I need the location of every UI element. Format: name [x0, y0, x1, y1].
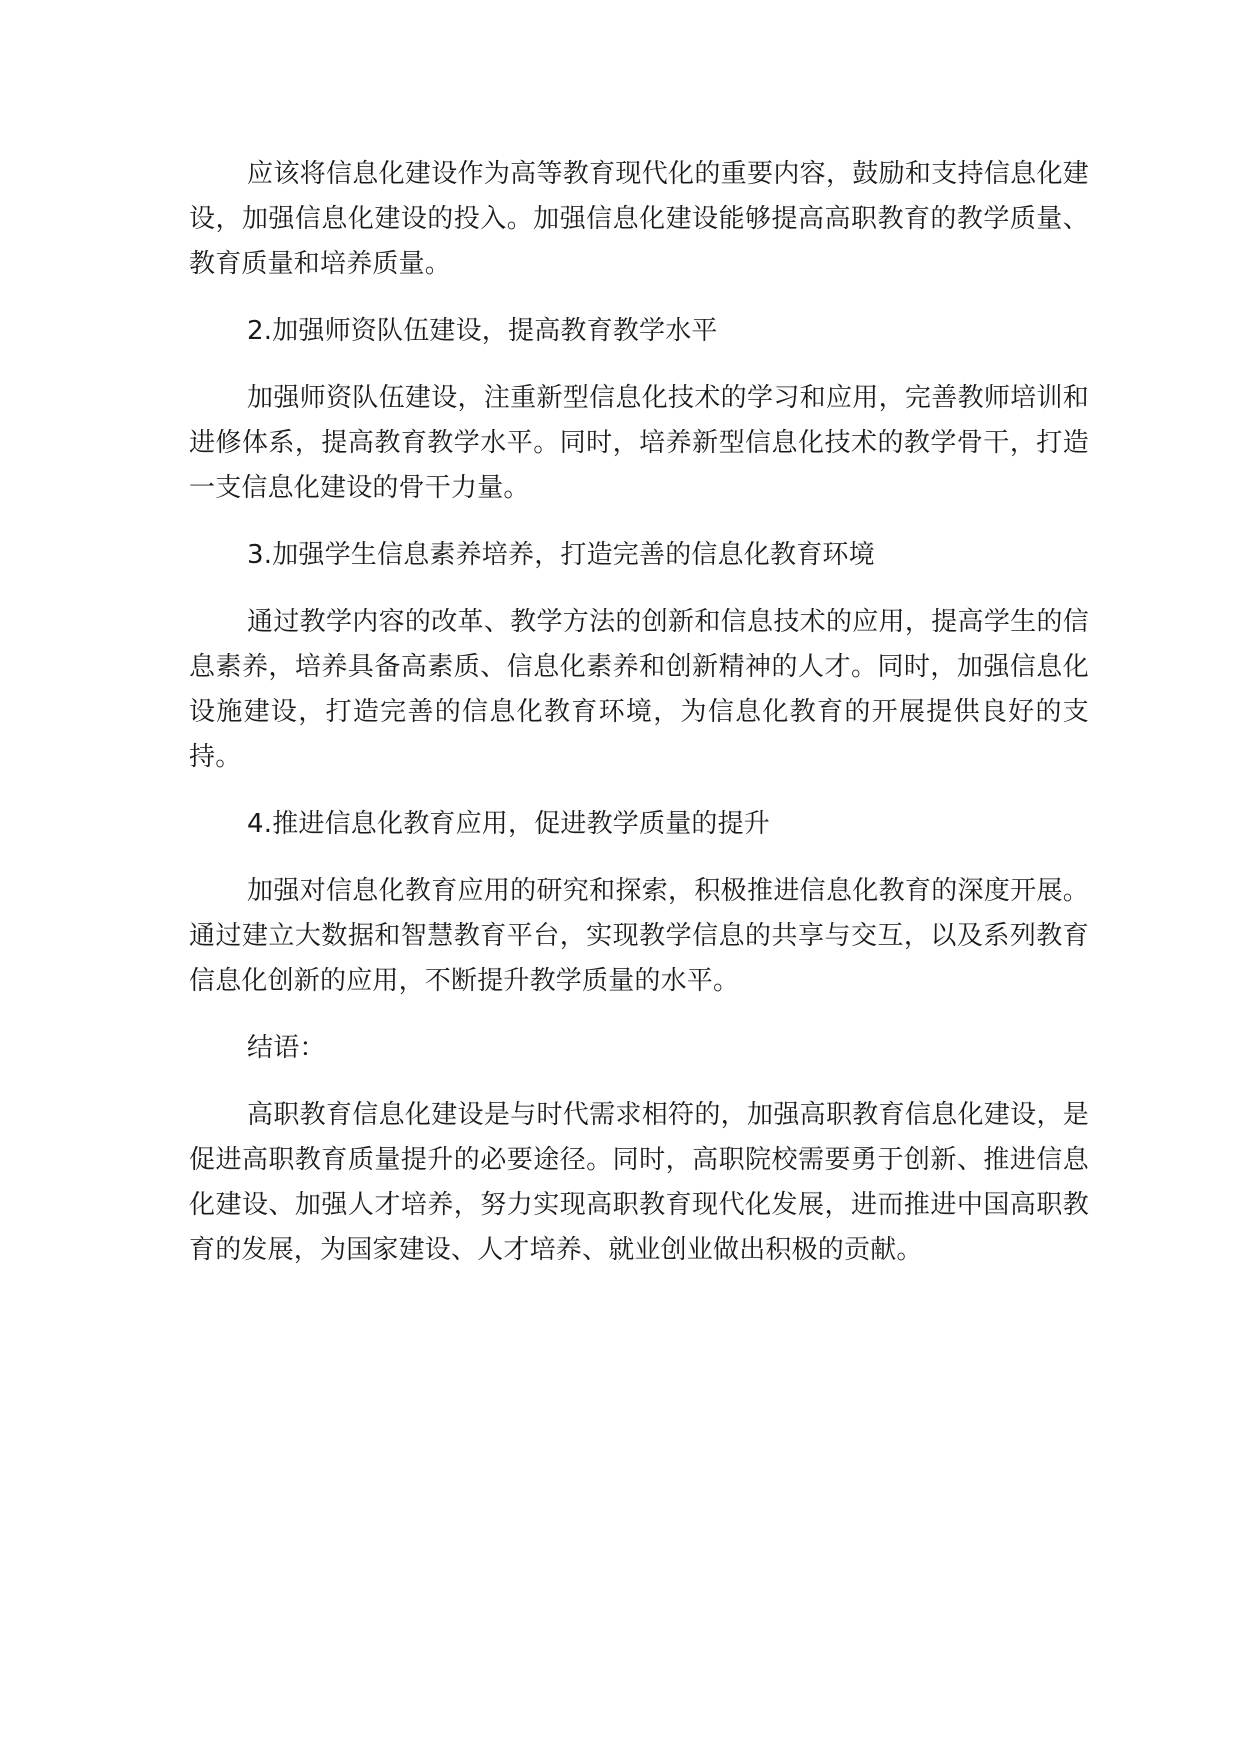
paragraph-conclusion: 高职教育信息化建设是与时代需求相符的，加强高职教育信息化建设，是促进高职教育质量提升的必要途径。同时，高职院校需要勇于创新、推进信息化建设、加强人才培养，努力实现高职教育现代化发展，进而推进中国高职教育的发展，为国家建设、人才培养、就业创业做出积极的贡献。	[189, 1100, 1089, 1265]
paragraph-education-application: 加强对信息化教育应用的研究和探索，积极推进信息化教育的深度开展。通过建立大数据和智慧教育平台，实现教学信息的共享与交互，以及系列教育信息化创新的应用，不断提升教学质量的水平。	[189, 876, 1089, 996]
document-body	[189, 152, 1089, 1295]
conclusion-heading: 结语：	[247, 1033, 326, 1063]
section-heading-3: 3.加强学生信息素养培养，打造完善的信息化教育环境	[247, 540, 875, 570]
paragraph-informatization-investment: 应该将信息化建设作为高等教育现代化的重要内容，鼓励和支持信息化建设，加强信息化建设的投入。加强信息化建设能够提高高职教育的教学质量、教育质量和培养质量。	[189, 159, 1089, 279]
paragraph-student-literacy: 通过教学内容的改革、教学方法的创新和信息技术的应用，提高学生的信息素养，培养具备高素质、信息化素养和创新精神的人才。同时，加强信息化设施建设，打造完善的信息化教育环境，为信息化教育的开展提供良好的支持。	[189, 607, 1089, 772]
section-heading-4: 4.推进信息化教育应用，促进教学质量的提升	[247, 809, 771, 839]
paragraph-teacher-team: 加强师资队伍建设，注重新型信息化技术的学习和应用，完善教师培训和进修体系，提高教育教学水平。同时，培养新型信息化技术的教学骨干，打造一支信息化建设的骨干力量。	[189, 383, 1089, 503]
section-heading-2: 2.加强师资队伍建设，提高教育教学水平	[247, 316, 718, 346]
